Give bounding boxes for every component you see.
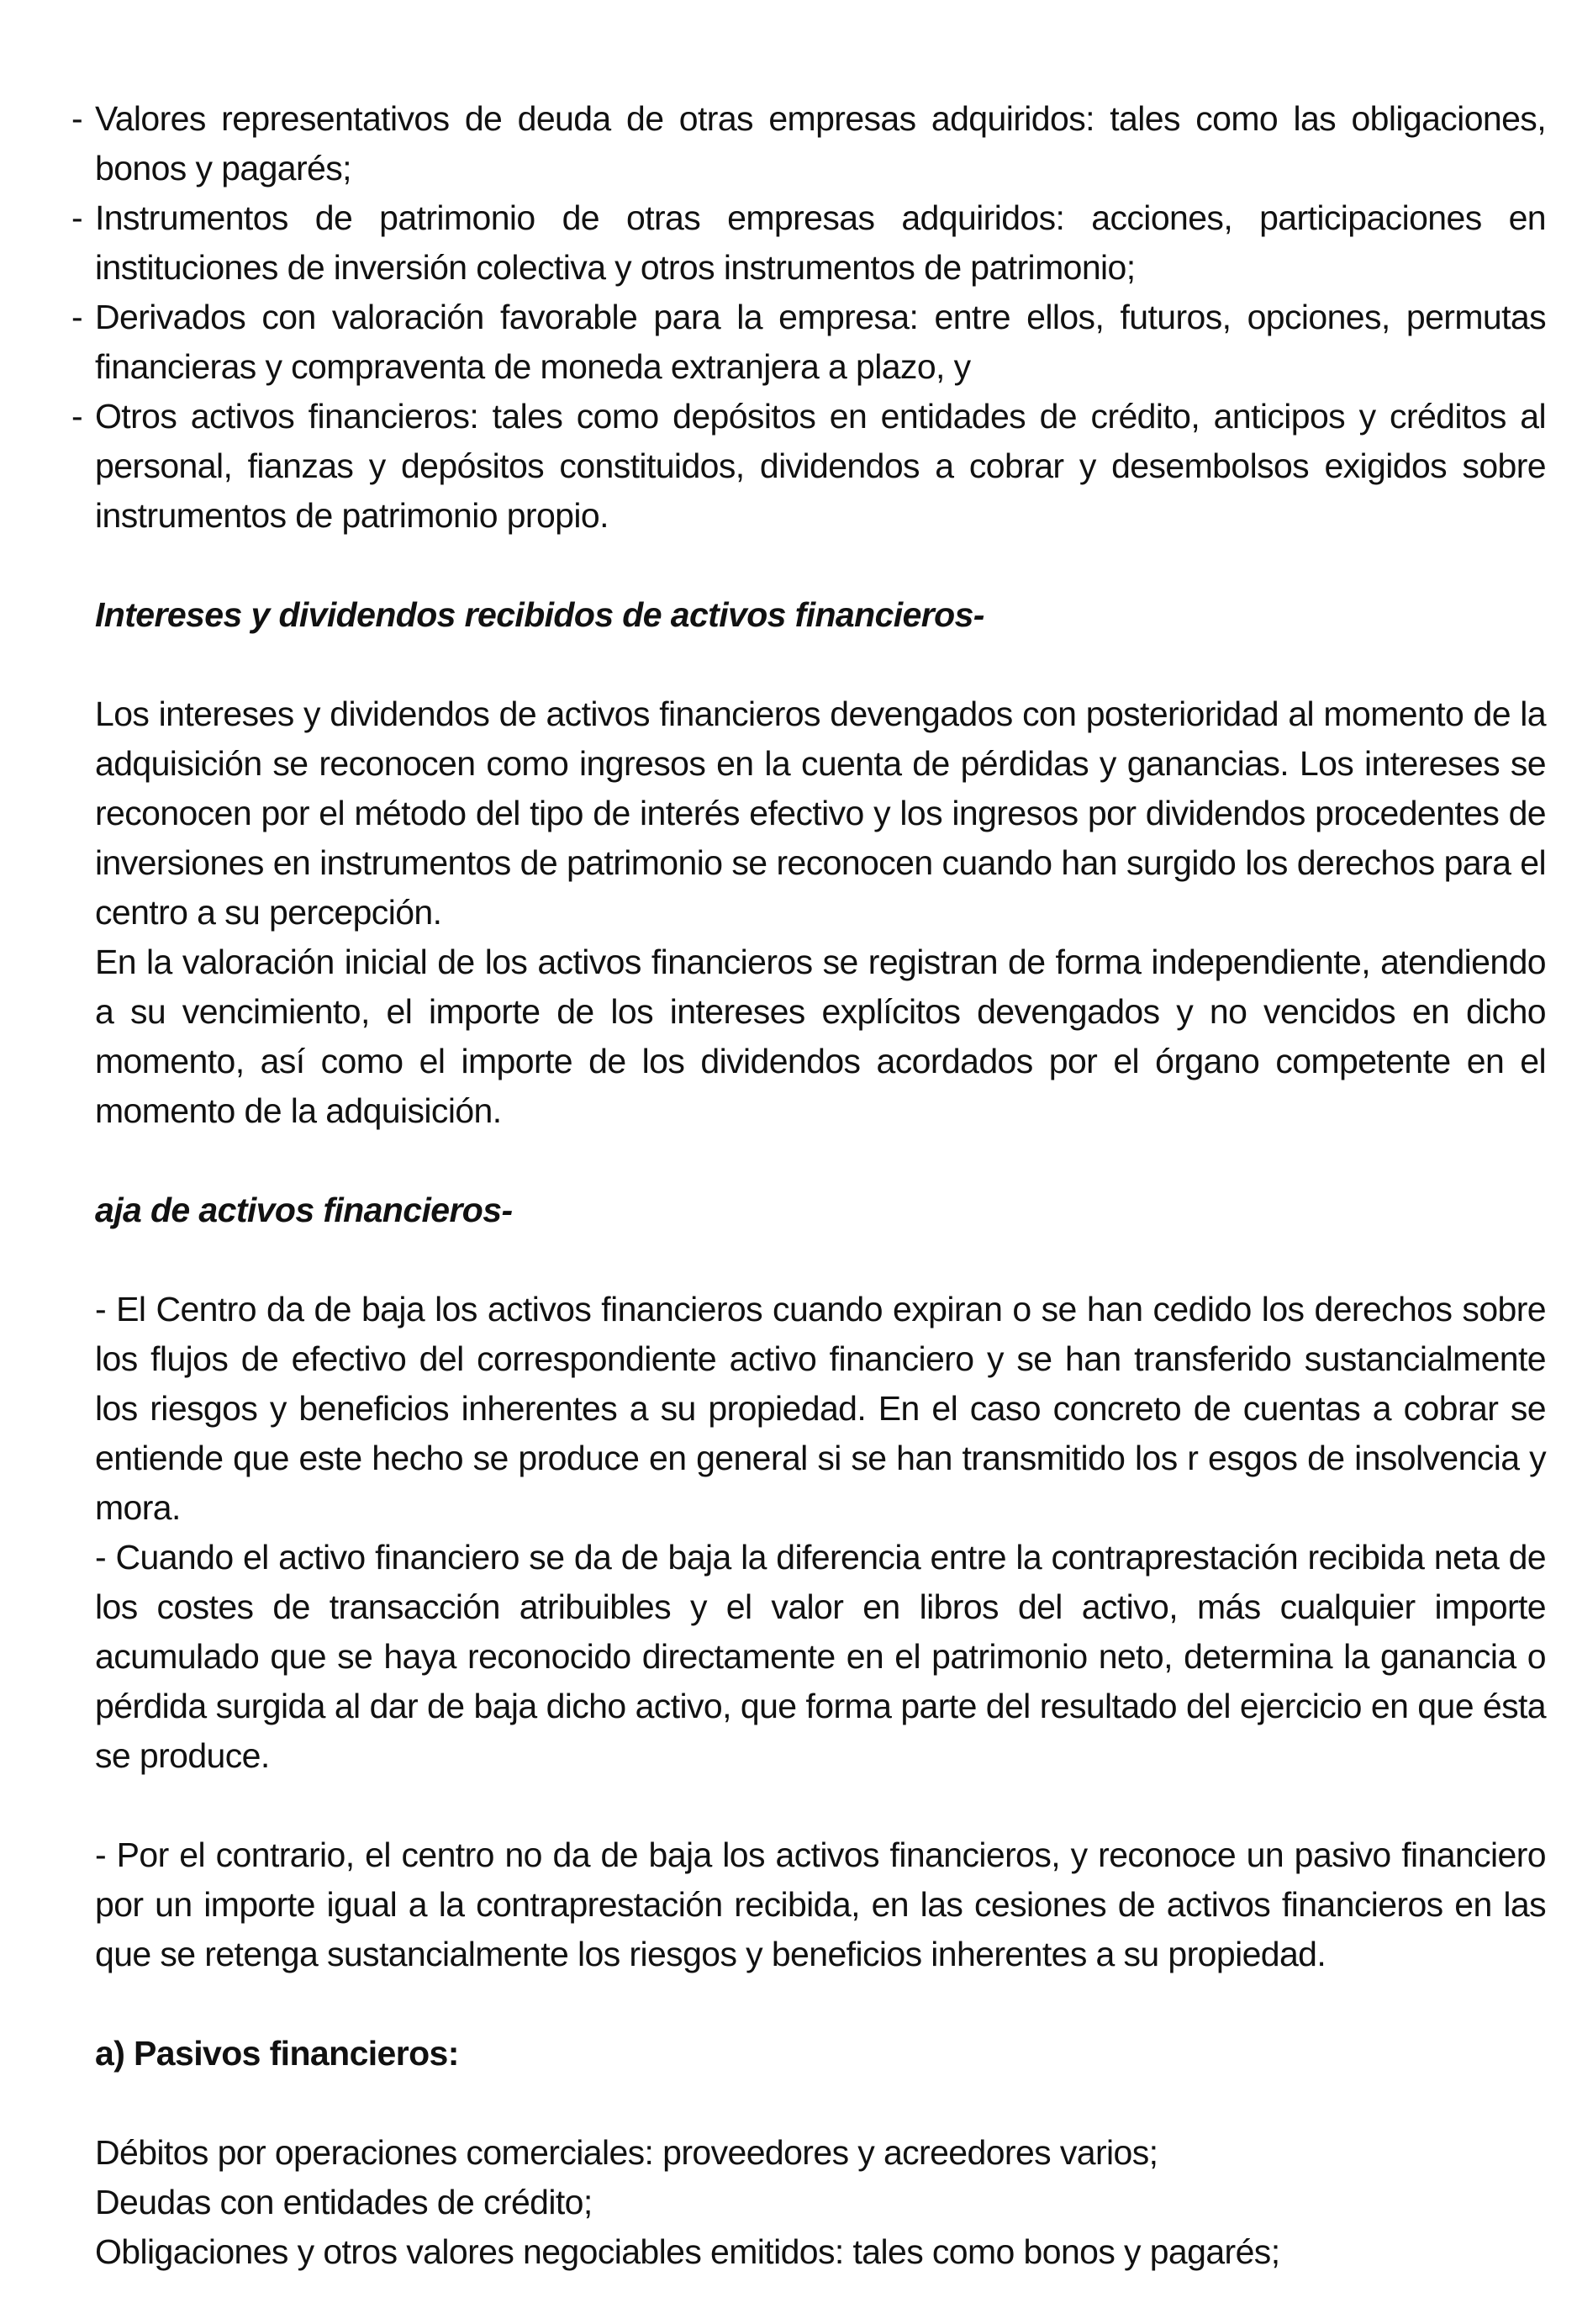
interest-paragraph: Los intereses y dividendos de activos financieros devengados con posterioridad al momento de la adquisición se reconocen como ingresos en la cuenta de pérdidas y ganancias. Los intereses se reconocen por el método del tipo de interés efectivo y los ingresos por dividendos procedentes de inversiones en instrumentos de patrimonio se reconocen cuando han surgido los derechos para el centro a su percepción. [95,695,1546,932]
liability-line: Deudas con entidades de crédito; [95,2183,593,2221]
liability-line: Obligaciones y otros valores negociables emitidos: tales como bonos y pagarés; [95,2232,1280,2271]
spacer [95,1979,1546,2029]
list-item-text: Derivados con valoración favorable para la empresa: entre ellos, futuros, opciones, permutas financieras y compraventa de moneda extranjera a plazo, y [95,298,1546,386]
spacer [95,640,1546,689]
spacer [95,2078,1546,2128]
spacer [95,1235,1546,1285]
derecognition-heading: aja de activos financieros- [95,1191,513,1229]
list-dash: - [71,298,83,336]
spacer [95,1781,1546,1830]
list-item-text: Instrumentos de patrimonio de otras empresas adquiridos: acciones, participaciones en instituciones de inversión colectiva y otros instrumentos de patrimonio; [95,198,1546,287]
list-item [71,94,1546,193]
document-body [71,94,1546,2277]
list-item [71,193,1546,293]
interest-dividends-heading: Intereses y dividendos recibidos de activos financieros- [95,595,984,634]
non-derecognition-paragraph: - Por el contrario, el centro no da de baja los activos financieros, y reconoce un pasivo financiero por un importe igual a la contraprestación recibida, en las cesiones de activos financieros en las que se retenga sustancialmente los riesgos y beneficios inherentes a su propiedad. [95,1835,1546,1973]
list-item-text: Otros activos financieros: tales como depósitos en entidades de crédito, anticipos y créditos al personal, fianzas y depósitos constituidos, dividendos a cobrar y desembolsos exigidos sobre instrumentos de patrimonio propio. [95,397,1546,535]
list-item [71,293,1546,392]
list-dash: - [71,99,83,138]
financial-liabilities-heading: a) Pasivos financieros: [95,2034,459,2073]
liability-line: Débitos por operaciones comerciales: proveedores y acreedores varios; [95,2133,1158,2172]
spacer [95,1136,1546,1186]
spacer [95,541,1546,590]
list-item [71,392,1546,541]
list-dash: - [71,198,83,237]
financial-assets-list [71,94,1546,541]
derecognition-paragraph: - El Centro da de baja los activos financieros cuando expiran o se han cedido los derechos sobre los flujos de efectivo del correspondiente activo financiero y se han transferido sustancialmente los riesgos y beneficios inherentes a su propiedad. En el caso concreto de cuentas a cobrar se entiende que este hecho se produce en general si se han transmitido los r esgos de insolvencia y mora. [95,1290,1546,1527]
initial-valuation-paragraph: En la valoración inicial de los activos financieros se registran de forma independiente, atendiendo a su vencimiento, el importe de los intereses explícitos devengados y no vencidos en dicho momento, así como el importe de los dividendos acordados por el órgano competente en el momento de la adquisición. [95,943,1546,1130]
list-item-text: Valores representativos de deuda de otras empresas adquiridos: tales como las obligaciones, bonos y pagarés; [95,99,1546,188]
list-dash: - [71,397,83,436]
derecognition-gain-loss-paragraph: - Cuando el activo financiero se da de baja la diferencia entre la contraprestación recibida neta de los costes de transacción atribuibles y el valor en libros del activo, más cualquier importe acumulado que se haya reconocido directamente en el patrimonio neto, determina la ganancia o pérdida surgida al dar de baja dicho activo, que forma parte del resultado del ejercicio en que ésta se produce. [95,1538,1546,1775]
